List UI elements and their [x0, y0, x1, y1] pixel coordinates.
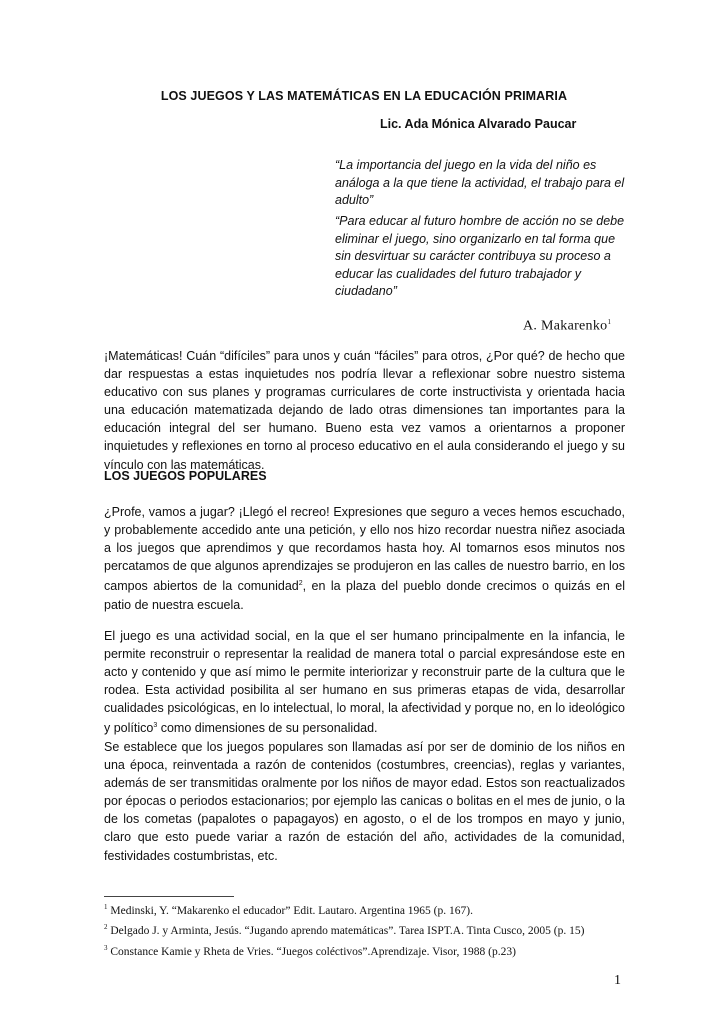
quote-attribution — [523, 318, 611, 335]
footnotes — [104, 899, 634, 960]
footnote-divider — [104, 896, 234, 897]
footnote-text: Delgado J. y Arminta, Jesús. “Jugando aprendo matemáticas”. Tarea ISPT.A. Tinta Cusco, 2005 (p. 15) — [107, 925, 585, 938]
footnote-ref-1: 1 — [607, 318, 612, 326]
footnote-number: 3 — [104, 943, 108, 952]
page-number: 1 — [614, 973, 621, 988]
intro-paragraph: ¡Matemáticas! Cuán “difíciles” para unos y cuán “fáciles” para otros, ¿Por qué? de hecho que dar respuestas a estas inquietudes nos podría llevar a reflexionar sobre nuestro sistema educativo con sus planes y programas curriculares de corte instructivista y orientada hacia una educación matematizada dejando de lado otras dimensiones tan importantes para la educación integral del ser humano. Bueno esta vez vamos a orientarnos a proponer inquietudes y reflexiones en torno al proceso educativo en el aula considerando el juego y su vínculo con las matemáticas. — [104, 349, 625, 472]
footnote-number: 2 — [104, 923, 108, 932]
epigraph-quote-2: “Para educar al futuro hombre de acción no se debe eliminar el juego, sino organizarlo en tal forma que sin desvirtuar su carácter contribuya su proceso a educar las cualidades del futuro trabajador y ciudadano” — [335, 214, 625, 298]
epigraph-quote-1: “La importancia del juego en la vida del niño es análoga a la que tiene la actividad, el trabajo para el adulto” — [335, 158, 625, 207]
footnote-text: Medinski, Y. “Makarenko el educador” Edit. Lautaro. Argentina 1965 (p. 167). — [107, 904, 473, 917]
paragraph-popular-games — [104, 503, 625, 614]
section-heading: LOS JUEGOS POPULARES — [104, 469, 267, 483]
footnote-2 — [104, 919, 634, 939]
paragraph-text: El juego es una actividad social, en la que el ser humano principalmente en la infancia, le permite reconstruir o representar la realidad de manera total o parcial expresándose este en acto y contenido y que así mimo le permite interiorizar y reconstruir parte de la cultura que le rodea. Esta actividad posibilita al ser humano en sus primeras etapas de vida, desarrollar cualidades psicológicas, en lo intelectual, lo moral, la afectividad y porque no, en lo ideológico y político — [104, 629, 625, 736]
author-name: Lic. Ada Mónica Alvarado Paucar — [380, 117, 577, 131]
footnote-ref-2: 2 — [298, 580, 303, 588]
paragraph-text: ¿Profe, vamos a jugar? ¡Llegó el recreo! Expresiones que seguro a veces hemos escuchado, y probablemente accedido ante una petición, y ello nos hizo recordar nuestra niñez asociada a los juegos que aprendimos y que recordamos hasta hoy. Al tomarnos esos minutos nos percatamos de que algunos aprendizajes se produjeron en las calles de nuestro barrio, en los campos abiertos de la comunidad — [104, 505, 625, 594]
document-title: LOS JUEGOS Y LAS MATEMÁTICAS EN LA EDUCACIÓN PRIMARIA — [160, 89, 568, 103]
quote-author: A. Makarenko — [523, 318, 608, 334]
footnote-1 — [104, 899, 634, 919]
paragraph-popular-games-seasons: Se establece que los juegos populares son llamadas así por ser de dominio de los niños en una época, reinventada a razón de contenidos (costumbres, creencias), reglas y variantes, además de ser transmitidas oralmente por los niños de mayor edad. Estos son reactualizados por épocas o periodos estacionarios; por ejemplo las canicas o bolitas en el mes de junio, o la de los cometas (papalotes o papagayos) en agosto, o el de los trompos en mayo y junio, claro que esto puede variar a razón de estación del año, actividades de la comunidad, festividades costumbristas, etc. — [104, 740, 625, 863]
footnote-number: 1 — [104, 903, 108, 911]
footnote-3 — [104, 940, 634, 960]
paragraph-game-definition — [104, 627, 625, 738]
footnote-text: Constance Kamie y Rheta de Vries. “Juegos coléctivos”.Aprendizaje. Visor, 1988 (p.23) — [107, 945, 516, 958]
paragraph-text: como dimensiones de su personalidad. — [157, 721, 378, 736]
footnote-ref-3: 3 — [153, 722, 158, 730]
paragraph-text: , en la plaza del pueblo donde crecimos o quizás en el patio de nuestra escuela. — [104, 579, 625, 612]
